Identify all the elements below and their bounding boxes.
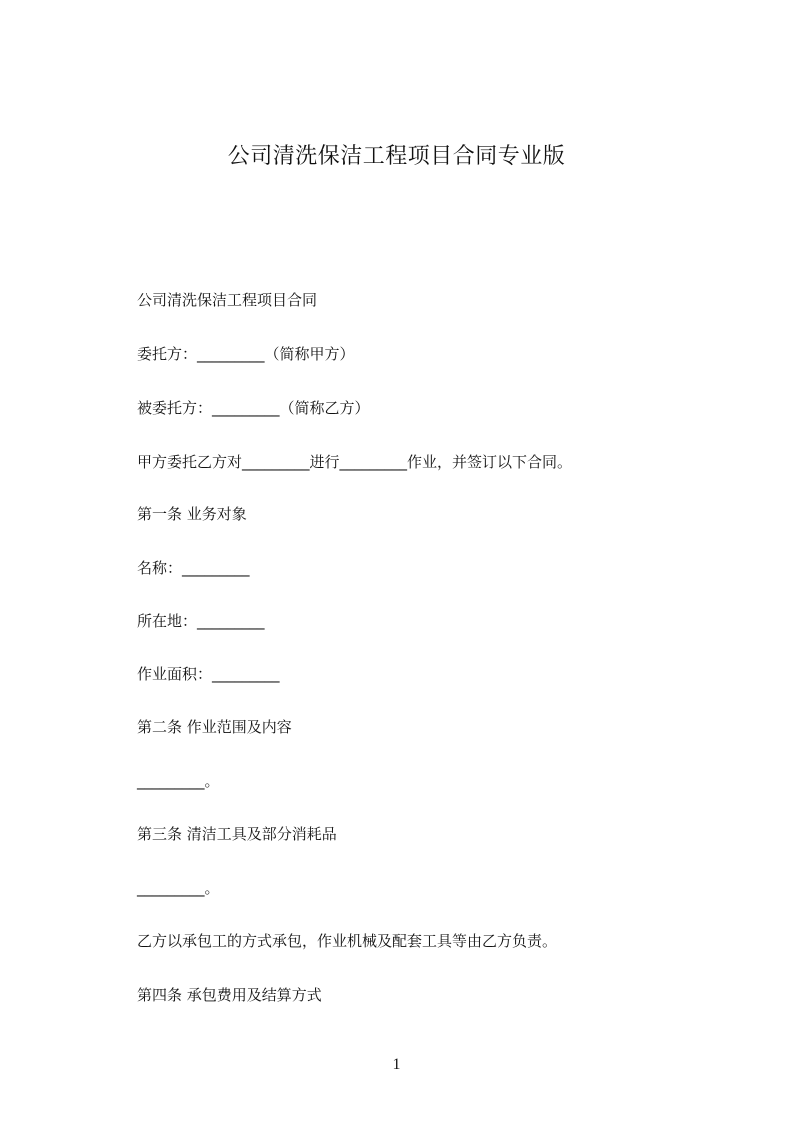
contract-heading: 公司清洗保洁工程项目合同 <box>137 291 318 309</box>
object-name-line: 名称：_________ <box>137 559 250 577</box>
article-3-content: _________。 <box>137 879 220 897</box>
document-title: 公司清洗保洁工程项目合同专业版 <box>227 144 566 169</box>
client-line: 委托方：_________（简称甲方） <box>137 345 355 363</box>
article-3-heading: 第三条 清洁工具及部分消耗品 <box>137 825 337 843</box>
agreement-intro: 甲方委托乙方对_________进行_________作业，并签订以下合同。 <box>137 453 573 471</box>
page-number: 1 <box>392 1056 401 1073</box>
object-location-line: 所在地：_________ <box>137 612 265 630</box>
article-2-content: _________。 <box>137 772 220 790</box>
contractor-line: 被委托方：_________（简称乙方） <box>137 399 370 417</box>
article-1-heading: 第一条 业务对象 <box>137 505 247 523</box>
work-area-line: 作业面积：_________ <box>137 665 280 683</box>
article-4-heading: 第四条 承包费用及结算方式 <box>137 986 322 1004</box>
contracting-method-line: 乙方以承包工的方式承包，作业机械及配套工具等由乙方负责。 <box>137 932 558 950</box>
article-2-heading: 第二条 作业范围及内容 <box>137 718 292 736</box>
